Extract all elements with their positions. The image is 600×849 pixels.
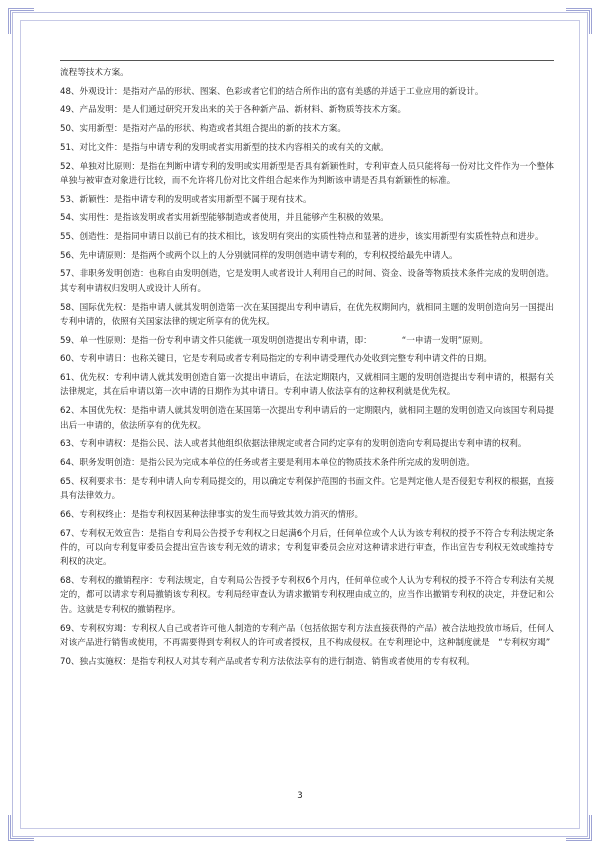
entry-51: 51、对比文件：是指与申请专利的发明或者实用新型的技术内容相关的或有关的文献。 bbox=[60, 142, 389, 153]
corner-ornament-bottom-right bbox=[566, 815, 592, 841]
entry-48: 48、外观设计：是指对产品的形状、图案、色彩或者它们的结合所作出的富有美感的并适于工业应用的新设计。 bbox=[60, 86, 484, 97]
entry-56: 56、先申请原则：是指两个或两个以上的人分别就同样的发明创造申请专利的，专利权授给最先申请人。 bbox=[60, 250, 458, 261]
entry-54: 54、实用性：是指该发明或者实用新型能够制造或者使用，并且能够产生积极的效果。 bbox=[60, 213, 389, 224]
entry-64: 64、职务发明创造：是指公民为完成本单位的任务或者主要是利用本单位的物质技术条件所完成的发明创造。 bbox=[60, 457, 475, 468]
document-body bbox=[60, 66, 554, 673]
entry-52: 52、单独对比原则：是指在判断申请专利的发明或实用新型是否具有新颖性时，专利审查人员只能将每一份对比文件作为一个整体单独与被审查对象进行比较，而不允许将几份对比文件组合起来作为判断该申请是否具有新颖性的标准。 bbox=[60, 161, 554, 186]
entry-50: 50、实用新型：是指对产品的形状、构造或者其组合提出的新的技术方案。 bbox=[60, 124, 346, 135]
entry-55: 55、创造性：是指同申请日以前已有的技术相比，该发明有突出的实质性特点和显著的进步，该实用新型有实质性特点和进步。 bbox=[60, 232, 544, 243]
entry-49: 49、产品发明：是人们通过研究开发出来的关于各种新产品、新材料、新物质等技术方案。 bbox=[60, 105, 407, 116]
corner-ornament-top-right bbox=[566, 8, 592, 34]
entry-70: 70、独占实施权：是指专利权人对其专利产品或者专利方法依法享有的进行制造、销售或者使用的专有权利。 bbox=[60, 656, 475, 667]
entry-69: 69、专利权穷竭：专利权人自己或者许可他人制造的专利产品（包括依据专利方法直接获得的产品）被合法地投放市场后，任何人对该产品进行销售或使用，不再需要得到专利权人的许可或者授权，且不构成侵权。在专利理论中，这种制度就是 “专利权穷竭” bbox=[60, 623, 554, 648]
entry-58: 58、国际优先权：是指申请人就其发明创造第一次在某国提出专利申请后，在优先权期间内，就相同主题的发明创造向另一国提出专利申请的，依照有关国家法律的规定所享有的优先权。 bbox=[60, 302, 554, 327]
entry-68: 68、专利权的撤销程序：专利法规定，自专利局公告授予专利权6个月内，任何单位或个人认为专利权的授予不符合专利法有关规定的，都可以请求专利局撤销该专利权。专利局经审查认为请求撤销专利权理由成立的，应当作出撤销专利权的决定，并登记和公告。这就是专利权的撤销程序。 bbox=[60, 576, 554, 615]
page-number: 3 bbox=[297, 791, 303, 801]
entry-57: 57、非职务发明创造：也称自由发明创造，它是发明人或者设计人利用自己的时间、资金、设备等物质技术条件完成的发明创造。其专利申请权归发明人或设计人所有。 bbox=[60, 269, 554, 294]
entry-65: 65、权利要求书：是专利申请人向专利局提交的，用以确定专利保护范围的书面文件。它是判定他人是否侵犯专利权的根据，直接具有法律效力。 bbox=[60, 476, 554, 502]
entry-59: 59、单一性原则：是指一份专利申请文件只能就一项发明创造提出专利申请，即： “一申请一发明”原则。 bbox=[60, 335, 489, 346]
entry-67: 67、专利权无效宣告：是指自专利局公告授予专利权之日起满6个月后，任何单位或个人认为该专利权的授予不符合专利法规定条件的，可以向专利复审委员会提出宣告该专利无效的请求；专利复审委员会应对这种请求进行审查，作出宣告专利权无效或维持专利权的决定。 bbox=[60, 528, 554, 568]
corner-ornament-bottom-left bbox=[8, 815, 34, 841]
entry-63: 63、专利申请权：是指公民、法人或者其他组织依据法律规定或者合同约定享有的发明创造向专利局提出专利申请的权利。 bbox=[60, 439, 527, 450]
entry-66: 66、专利权终止：是指专利权因某种法律事实的发生而导致其效力消灭的情形。 bbox=[60, 509, 364, 520]
entry-61: 61、优先权：专利申请人就其发明创造自第一次提出申请后，在法定期限内，又就相同主题的发明创造提出专利申请的，根据有关法律规定，其在后申请以第一次申请的日期作为其申请日。专利申请人依法享有的这种权利就是优先权。 bbox=[60, 373, 554, 398]
header-rule bbox=[60, 60, 554, 61]
entry-62: 62、本国优先权：是指申请人就其发明创造在某国第一次提出专利申请后的一定期限内，就相同主题的发明创造又向该国专利局提出后一申请的，依法所享有的优先权。 bbox=[60, 406, 554, 431]
entry-60: 60、专利申请日：也称关键日，它是专利局或者专利局指定的专利申请受理代办处收到完整专利申请文件的日期。 bbox=[60, 354, 493, 365]
corner-ornament-top-left bbox=[8, 8, 34, 34]
entry-continuation: 流程等技术方案。 bbox=[60, 68, 129, 78]
entry-53: 53、新颖性：是指申请专利的发明或者实用新型不属于现有技术。 bbox=[60, 194, 312, 205]
